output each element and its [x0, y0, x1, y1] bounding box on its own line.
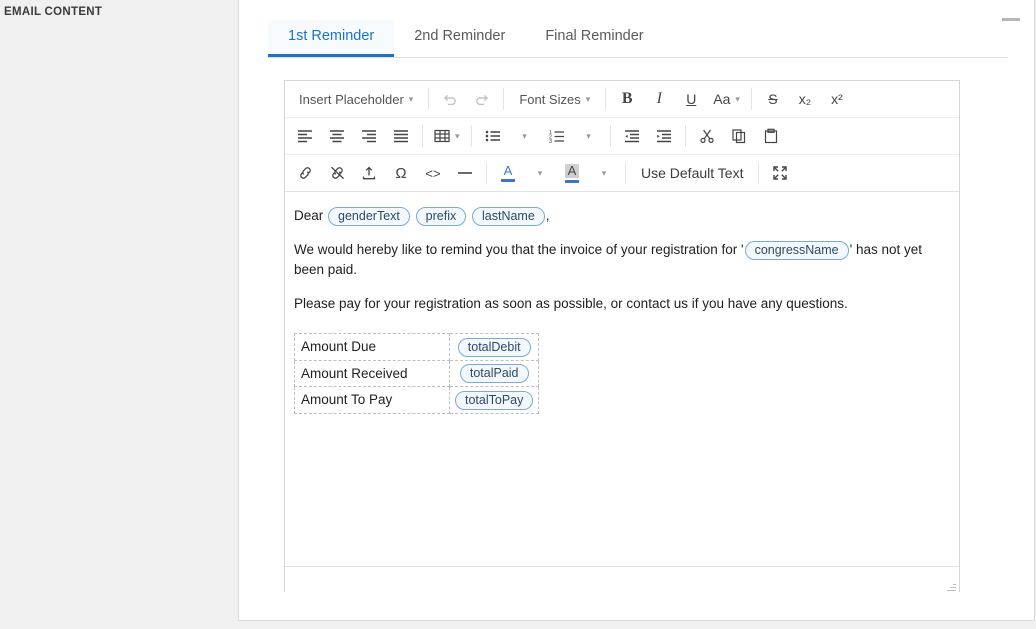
placeholder-lastName[interactable]: lastName	[472, 207, 545, 226]
outdent-icon[interactable]	[617, 122, 647, 150]
chevron-down-icon: ▾	[455, 130, 460, 141]
highlight-color-icon[interactable]	[557, 159, 587, 187]
divider	[605, 88, 606, 110]
reminder-text-before: We would hereby like to remind you that the invoice of your registration for '	[294, 242, 744, 257]
tab-2nd-reminder[interactable]: 2nd Reminder	[414, 28, 506, 44]
indent-icon[interactable]	[649, 122, 679, 150]
subscript-icon: x₂	[798, 91, 812, 107]
code-glyph: <>	[425, 165, 441, 181]
editor-statusbar	[285, 566, 959, 595]
text-color-glyph: A	[501, 160, 515, 186]
highlight-color-glyph: A	[565, 160, 580, 186]
text-case-button[interactable]	[708, 85, 745, 113]
toolbar-row-1	[285, 81, 959, 118]
bullet-list-icon[interactable]	[478, 122, 508, 150]
strikethrough-icon: S	[768, 91, 778, 107]
upload-icon[interactable]	[354, 159, 384, 187]
underline-button[interactable]	[676, 85, 706, 113]
divider	[471, 125, 472, 147]
amount-received-value	[450, 360, 539, 387]
use-default-text-button[interactable]: Use Default Text	[641, 165, 744, 181]
align-left-icon[interactable]	[290, 122, 320, 150]
copy-icon[interactable]	[724, 122, 754, 150]
bold-button[interactable]	[612, 85, 642, 113]
superscript-icon: x²	[831, 91, 843, 107]
amounts-table	[294, 333, 539, 414]
placeholder-totalPaid[interactable]: totalPaid	[460, 364, 529, 383]
table-row	[295, 387, 539, 414]
placeholder-congressName[interactable]: congressName	[745, 241, 849, 260]
superscript-button[interactable]	[822, 85, 852, 113]
strikethrough-button[interactable]	[758, 85, 788, 113]
chevron-down-icon: ▾	[408, 93, 414, 104]
reminder-paragraph	[294, 240, 950, 280]
cut-icon[interactable]	[692, 122, 722, 150]
table-row	[295, 334, 539, 361]
paste-icon[interactable]	[756, 122, 786, 150]
redo-icon[interactable]	[467, 85, 497, 113]
align-right-icon[interactable]	[354, 122, 384, 150]
italic-icon: I	[656, 90, 662, 107]
align-justify-icon[interactable]	[386, 122, 416, 150]
divider	[422, 125, 423, 147]
font-sizes-label: Font Sizes	[519, 91, 581, 107]
page-title: EMAIL CONTENT	[4, 6, 103, 18]
divider	[610, 125, 611, 147]
rich-text-editor	[284, 80, 960, 592]
reminder-tabs	[268, 20, 1008, 58]
chevron-down-icon: ▾	[735, 93, 740, 104]
tab-final-reminder[interactable]: Final Reminder	[545, 28, 644, 44]
underline-icon: U	[686, 91, 697, 107]
chevron-down-icon: ▾	[586, 130, 591, 141]
case-icon: Aa	[713, 91, 731, 107]
bullet-list-options-icon[interactable]	[510, 122, 540, 150]
link-icon[interactable]	[290, 159, 320, 187]
insert-placeholder-button[interactable]	[290, 85, 422, 113]
divider	[486, 162, 487, 184]
placeholder-genderText[interactable]: genderText	[328, 207, 410, 226]
subscript-button[interactable]	[790, 85, 820, 113]
amount-due-value	[450, 334, 539, 361]
bold-icon: B	[621, 90, 633, 107]
amount-received-label: Amount Received	[295, 360, 450, 387]
chevron-down-icon: ▾	[585, 93, 591, 104]
undo-icon[interactable]	[435, 85, 465, 113]
svg-text:2: 2	[548, 134, 552, 141]
divider	[625, 162, 626, 184]
table-icon[interactable]	[429, 122, 465, 150]
code-view-icon[interactable]	[418, 159, 448, 187]
email-content-panel	[238, 0, 1035, 621]
chevron-down-icon: ▾	[601, 167, 607, 178]
highlight-color-options-icon[interactable]	[589, 159, 619, 187]
reminder-text-after: ' has not yet been paid.	[294, 242, 923, 277]
toolbar-row-2	[285, 118, 959, 155]
numbered-list-options-icon[interactable]	[574, 122, 604, 150]
divider	[503, 88, 504, 110]
text-color-options-icon[interactable]	[525, 159, 555, 187]
table-row	[295, 360, 539, 387]
font-sizes-button[interactable]	[510, 85, 599, 113]
divider	[758, 162, 759, 184]
chevron-down-icon: ▾	[537, 167, 543, 178]
greeting-suffix: ,	[545, 208, 550, 223]
payment-paragraph: Please pay for your registration as soon as possible, or contact us if you have any questions.	[294, 295, 848, 311]
horizontal-rule-icon[interactable]	[450, 159, 480, 187]
email-body[interactable]	[285, 192, 959, 566]
svg-text:1: 1	[548, 130, 552, 136]
svg-text:3: 3	[548, 139, 552, 143]
unlink-icon[interactable]	[322, 159, 352, 187]
special-character-icon[interactable]	[386, 159, 416, 187]
greeting-prefix: Dear	[294, 208, 324, 223]
fullscreen-icon[interactable]	[765, 159, 795, 187]
omega-glyph: Ω	[395, 164, 407, 182]
divider	[685, 125, 686, 147]
placeholder-totalDebit[interactable]: totalDebit	[458, 338, 531, 357]
tab-1st-reminder[interactable]: 1st Reminder	[268, 20, 394, 57]
divider	[428, 88, 429, 110]
text-color-icon[interactable]	[493, 159, 523, 187]
amount-due-label: Amount Due	[295, 334, 450, 361]
divider	[751, 88, 752, 110]
insert-placeholder-label: Insert Placeholder	[299, 91, 404, 107]
amount-to-pay-label: Amount To Pay	[295, 387, 450, 414]
placeholder-prefix[interactable]: prefix	[416, 207, 467, 226]
align-center-icon[interactable]	[322, 122, 352, 150]
resize-handle[interactable]	[946, 582, 956, 592]
italic-button[interactable]	[644, 85, 674, 113]
toolbar-row-3	[285, 155, 959, 191]
editor-toolbar	[285, 81, 959, 192]
amount-to-pay-value	[450, 387, 539, 414]
placeholder-totalToPay[interactable]: totalToPay	[455, 391, 533, 410]
greeting-line	[294, 206, 950, 226]
chevron-down-icon: ▾	[522, 130, 527, 141]
numbered-list-icon[interactable]	[542, 122, 572, 150]
